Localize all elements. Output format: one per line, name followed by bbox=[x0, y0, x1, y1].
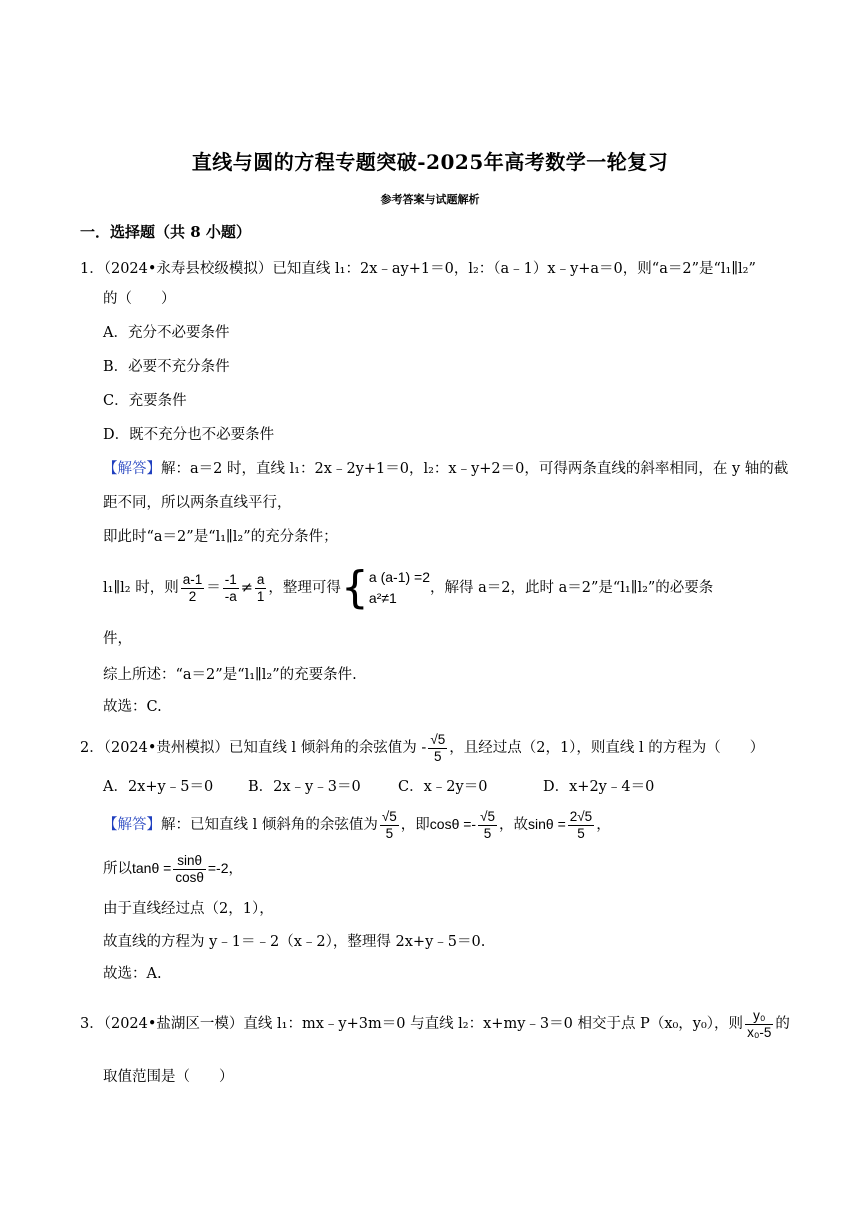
q1-answer-label: 【解答】 bbox=[103, 461, 161, 477]
q2-sol-fraction bbox=[380, 809, 399, 842]
q1-solution-line1 bbox=[103, 459, 788, 479]
q1-system-line2: a²≠1 bbox=[368, 590, 397, 606]
q2-option-a: A．2x+y﹣5＝0 bbox=[103, 779, 214, 795]
q2-option-d: D．x+2y﹣4＝0 bbox=[543, 779, 655, 795]
q1-solution-line2: 距不同，所以两条直线平行， bbox=[103, 495, 292, 511]
q2-tan-fraction bbox=[173, 853, 206, 886]
section-heading: 一．选择题（共 8 小题） bbox=[80, 223, 251, 241]
q3-stem-prefix: 3．（2024•盐湖区一模）直线 l₁：mx﹣y+3m＝0 与直线 l₂：x+my﹣3＝0 相交于点 P（x₀，y₀），则 bbox=[80, 1016, 744, 1032]
q1-option-c: C．充要条件 bbox=[103, 393, 187, 409]
q1-option-d: D．既不充分也不必要条件 bbox=[103, 427, 275, 443]
q2-stem-prefix: 2．（2024•贵州模拟）已知直线 l 倾斜角的余弦值为 bbox=[80, 740, 422, 756]
q3-stem-suffix: 的 bbox=[775, 1016, 790, 1032]
q1-sol4-suffix: ，解得 a＝2，此时 a＝2”是“l₁∥l₂”的必要条 bbox=[430, 580, 714, 596]
q2-stem-suffix: ，且经过点（2，1），则直线 l 的方程为（ ） bbox=[449, 740, 765, 756]
q1-stem-line2: 的（ ） bbox=[103, 291, 176, 307]
q2-solution-line4: 故直线的方程为 y﹣1＝﹣2（x﹣2），整理得 2x+y﹣5＝0. bbox=[103, 934, 486, 950]
q1-frac1-num: a-1 bbox=[182, 571, 203, 587]
q1-frac2-num: -1 bbox=[224, 571, 237, 587]
q1-solution-line7: 故选：C. bbox=[103, 699, 162, 715]
q1-frac1-den: 2 bbox=[188, 588, 197, 604]
q2-sol-prefix: 解：已知直线 l 倾斜角的余弦值为 bbox=[161, 817, 378, 833]
q2-sol-comma: ， bbox=[596, 817, 611, 833]
q2-sin-expr: sinθ = bbox=[528, 816, 566, 832]
q2-sol-ji: ，即 bbox=[400, 817, 430, 833]
q2-solution-line3: 由于直线经过点（2，1）， bbox=[103, 901, 274, 917]
q2-cos-den: 5 bbox=[483, 825, 492, 841]
q2-stem-frac-den: 5 bbox=[434, 748, 442, 764]
q2-tan-num: sinθ bbox=[173, 853, 206, 870]
q2-cos-expr: cosθ = bbox=[429, 816, 472, 832]
q1-fraction-3 bbox=[255, 572, 267, 605]
q2-sol-frac-num: √5 bbox=[381, 808, 397, 824]
q1-fraction-2 bbox=[223, 572, 239, 605]
q2-sin-num: 2√5 bbox=[569, 808, 593, 824]
q2-tan-result: =-2， bbox=[207, 860, 243, 876]
q2-sin-fraction bbox=[568, 809, 594, 842]
q2-option-b: B．2x﹣y﹣3＝0 bbox=[248, 779, 361, 795]
q1-fraction-1 bbox=[181, 572, 205, 605]
q2-sin-den: 5 bbox=[577, 825, 585, 841]
q2-solution-line2 bbox=[103, 848, 242, 888]
q1-stem-line1: 1．（2024•永寿县校级模拟）已知直线 l₁：2x﹣ay+1＝0，l₂：（a﹣1）x﹣y+a＝0，则“a＝2”是“l₁∥l₂” bbox=[80, 261, 756, 277]
q1-frac3-num: a bbox=[256, 571, 265, 587]
q1-solution-line4 bbox=[103, 563, 713, 613]
q1-solution-line3: 即此时“a＝2”是“l₁∥l₂”的充分条件； bbox=[103, 529, 338, 545]
q1-sol4-middle: ，整理可得 bbox=[268, 580, 341, 596]
q2-minus-sign: - bbox=[421, 740, 427, 756]
q3-stem-line1 bbox=[80, 1004, 790, 1044]
q1-option-b: B．必要不充分条件 bbox=[103, 359, 230, 375]
q2-cos-fraction bbox=[478, 809, 497, 842]
q3-frac-num: y₀ bbox=[745, 1008, 773, 1025]
page-title: 直线与圆的方程专题突破-2025年高考数学一轮复习 bbox=[191, 150, 669, 174]
q2-cos-num: √5 bbox=[480, 808, 496, 824]
q1-sol4-prefix: l₁∥l₂ 时，则 bbox=[103, 580, 179, 596]
q2-solution-line1: 【解答】解：已知直线 l 倾斜角的余弦值为 $\frac{√5}{5}$ ，即cosθ =- $\frac{√5}{5}$ ，故sinθ = $\frac{2√5}{5}$ ， bbox=[103, 808, 611, 841]
q3-fraction bbox=[745, 1008, 773, 1041]
q1-solution-text1: 解：a＝2 时，直线 l₁：2x﹣2y+1＝0，l₂：x﹣y+2＝0，可得两条直线的斜率相同，在 y 轴的截 bbox=[161, 461, 789, 477]
q2-solution-line5: 故选：A. bbox=[103, 966, 162, 982]
q2-tan-expr: tanθ = bbox=[132, 860, 172, 876]
q2-answer-label: 【解答】 bbox=[103, 817, 161, 833]
q1-option-a: A．充分不必要条件 bbox=[103, 325, 230, 341]
q1-frac2-den: -a bbox=[224, 588, 237, 604]
q2-sol-gu: ，故 bbox=[499, 817, 529, 833]
q2-tan-den: cosθ bbox=[175, 869, 204, 885]
q1-eq-sign: ＝ bbox=[206, 580, 221, 596]
q2-option-c: C．x﹣2y＝0 bbox=[398, 779, 488, 795]
q3-frac-den: x₀-5 bbox=[747, 1024, 772, 1040]
q1-solution-line6: 综上所述：“a＝2”是“l₁∥l₂”的充要条件. bbox=[103, 667, 357, 683]
q1-equation-system bbox=[369, 567, 430, 609]
q2-stem-fraction bbox=[428, 732, 447, 765]
q2-stem bbox=[80, 728, 764, 768]
q1-system-line1: a (a-1) =2 bbox=[368, 569, 431, 585]
q2-tan-prefix: 所以 bbox=[103, 861, 132, 877]
page-subtitle: 参考答案与试题解析 bbox=[380, 193, 480, 206]
q2-stem-frac-num: √5 bbox=[430, 731, 446, 747]
q1-neq-sign: ≠ bbox=[240, 580, 253, 596]
q1-solution-line5: 件， bbox=[103, 631, 132, 647]
q1-frac3-den: 1 bbox=[256, 588, 265, 604]
q3-stem-line2: 取值范围是（ ） bbox=[103, 1069, 234, 1085]
left-brace-icon: { bbox=[340, 562, 369, 613]
q2-sol-frac-den: 5 bbox=[385, 825, 394, 841]
